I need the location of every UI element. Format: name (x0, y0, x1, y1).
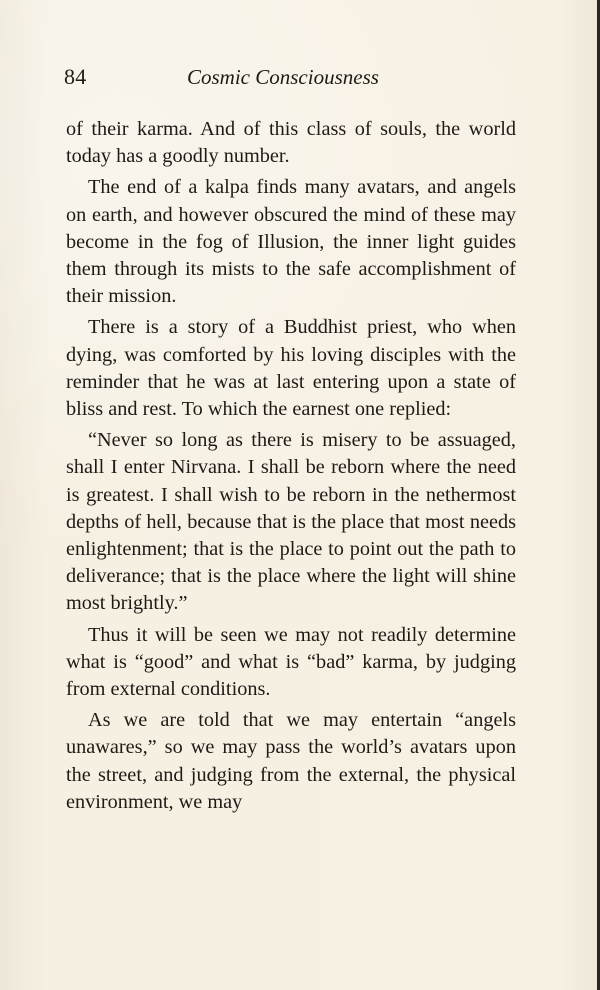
paragraph-quotation: “Never so long as there is misery to be assuaged, shall I enter Nirvana. I shall be reborn where the need is greatest. I shall wish to be reborn in the nethermost depths of hell, because that is the place that most needs enlightenment; that is the place to point out the path to deliverance; that is the place where the light will shine most brightly.” (66, 429, 516, 615)
running-head: Cosmic Consciousness (187, 65, 379, 89)
paragraph-buddhist-priest: There is a story of a Buddhist priest, who when dying, was comforted by his loving disciples with the reminder that he was at last entering upon a state of bliss and rest. To which the earnest one replied: (66, 316, 516, 421)
page-number: 84 (64, 64, 87, 89)
paragraph-karma: Thus it will be seen we may not readily determine what is “good” and what is “bad” karma, by judging from external conditions. (66, 623, 516, 701)
paragraph-kalpa: The end of a kalpa finds many avatars, and angels on earth, and however obscured the mind of these may become in the fog of Illusion, the inner light guides them through its mists to the safe accomplishment of their mission. (66, 176, 516, 308)
body-text (66, 116, 516, 820)
paragraph-continuation: of their karma. And of this class of souls, the world today has a goodly number. (66, 118, 516, 168)
paragraph-angels-unawares: As we are told that we may entertain “angels unawares,” so we may pass the world’s avatars upon the street, and judging from the external, the physical environment, we may (66, 709, 516, 813)
page-header (64, 66, 516, 94)
